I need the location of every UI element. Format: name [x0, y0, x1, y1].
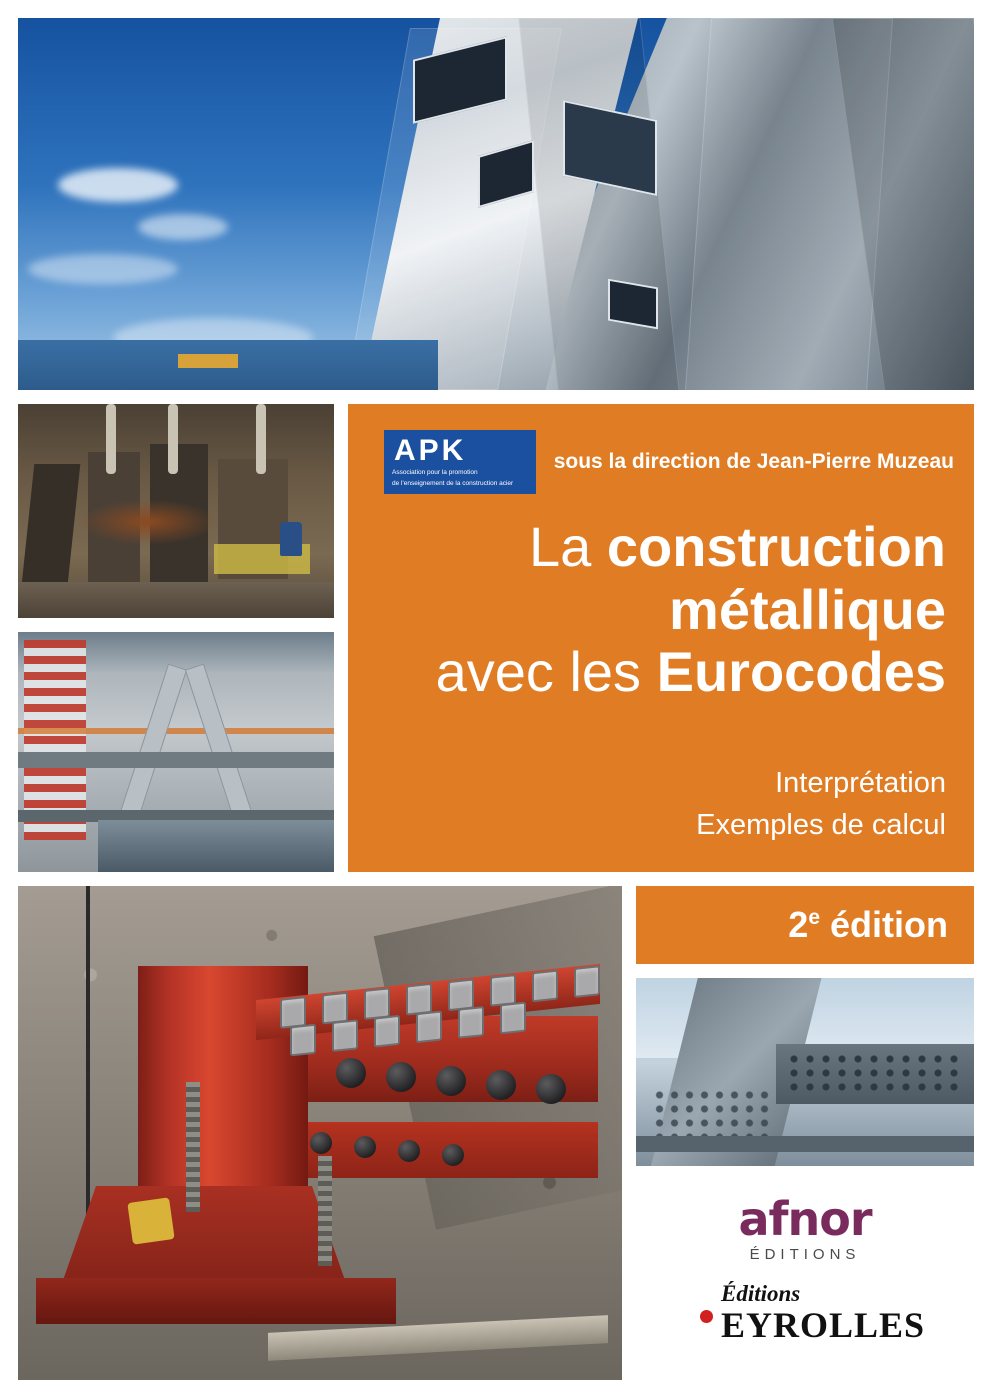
dark-bolt: [336, 1058, 366, 1088]
edition-ordinal-suffix: e: [808, 906, 820, 929]
afnor-editions-label: ÉDITIONS: [749, 1246, 861, 1263]
steel-element: [22, 464, 81, 584]
bolt: [500, 1002, 526, 1035]
book-subtitle: [696, 762, 946, 846]
book-title-line-1: [372, 516, 946, 579]
glass-facade: [98, 820, 334, 872]
deck-edge: [18, 728, 334, 734]
cover-photo-structure: [18, 632, 334, 872]
cover-photo-building: [18, 18, 974, 390]
lifting-hook: [256, 404, 266, 474]
eyrolles-logo: [700, 1281, 926, 1345]
apk-header-row: [384, 430, 954, 494]
afnor-wordmark: afnor: [738, 1192, 872, 1246]
bolt: [532, 970, 558, 1003]
bolt: [322, 992, 348, 1025]
apk-logo-subtitle-line2: de l'enseignement de la construction acier: [392, 480, 514, 487]
anchor-rod: [186, 1082, 200, 1212]
edition-text: [788, 904, 948, 946]
dark-bolt: [436, 1066, 466, 1096]
bolt: [406, 983, 432, 1016]
ground-strip: [18, 582, 334, 618]
worker-figure: [280, 522, 302, 556]
title-line3-bold: Eurocodes: [656, 640, 946, 704]
rust-patch: [78, 499, 218, 545]
bolt: [290, 1024, 316, 1057]
eyrolles-name: EYROLLES: [721, 1305, 926, 1345]
anchor-rod: [318, 1156, 332, 1266]
bolt: [574, 965, 600, 998]
lifting-hook: [106, 404, 116, 474]
direction-credit: sous la direction de Jean-Pierre Muzeau: [553, 450, 954, 473]
eyrolles-editions-label: Éditions: [721, 1281, 801, 1306]
edition-badge: [636, 886, 974, 964]
book-title: [372, 516, 946, 704]
dark-bolt: [354, 1136, 376, 1158]
base-plate: [36, 1278, 396, 1324]
cloud-shape: [58, 168, 178, 202]
apk-logo: [384, 430, 536, 494]
lifting-hook: [168, 404, 178, 474]
apk-logo-subtitle-line1: Association pour la promotion: [392, 468, 478, 476]
dark-bolt: [536, 1074, 566, 1104]
cover-photo-steel-parts: [18, 404, 334, 618]
bolt: [374, 1015, 400, 1048]
book-title-line-3: [372, 641, 946, 704]
eyrolles-wordmark: [721, 1282, 925, 1343]
rivet-pattern: [786, 1052, 966, 1096]
dark-bolt: [310, 1132, 332, 1154]
deck-slab: [18, 752, 334, 768]
cover-photo-bolted-connection: [18, 886, 622, 1380]
dark-bolt: [442, 1144, 464, 1166]
building-window: [608, 279, 658, 330]
title-line2-bold: métallique: [669, 577, 946, 641]
cloud-shape: [138, 214, 228, 240]
construction-machine: [178, 354, 238, 368]
edition-word: édition: [830, 904, 948, 945]
cloud-shape: [28, 254, 178, 284]
eyrolles-dot-icon: [700, 1310, 713, 1323]
support-bar: [636, 1136, 974, 1152]
cover-photo-girder: [636, 978, 974, 1166]
dark-bolt: [386, 1062, 416, 1092]
title-panel: [348, 404, 974, 872]
edition-number: 2: [788, 904, 809, 945]
afnor-logo: [700, 1192, 910, 1263]
yellow-tag: [127, 1197, 174, 1244]
subtitle-line-1: Interprétation: [775, 766, 946, 799]
bolt: [458, 1006, 484, 1039]
title-line1-bold: construction: [606, 515, 946, 578]
dark-bolt: [398, 1140, 420, 1162]
bolt: [332, 1019, 358, 1052]
bolt: [490, 974, 516, 1007]
title-line3-light: avec les: [435, 640, 657, 704]
book-title-line-2: [372, 579, 946, 642]
bolt: [280, 996, 306, 1029]
bolt: [416, 1010, 442, 1043]
bolt: [448, 978, 474, 1011]
title-line1-light: La: [529, 515, 607, 578]
subtitle-line-2: Exemples de calcul: [696, 808, 946, 841]
apk-logo-letters: APK: [394, 433, 467, 467]
bolt: [364, 987, 390, 1020]
cable: [86, 886, 90, 1216]
dark-bolt: [486, 1070, 516, 1100]
